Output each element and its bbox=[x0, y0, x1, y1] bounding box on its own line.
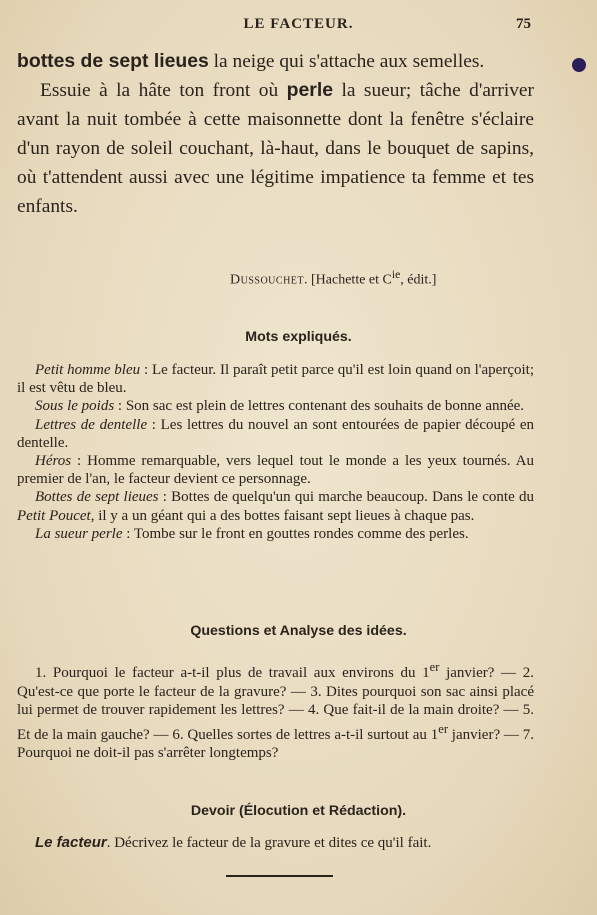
entry-term: Sous le poids bbox=[35, 398, 115, 415]
entry-text: : Homme remarquable, vers lequel tout le monde a les yeux tournés. Au premier de l'an, le facteur devient ce personnage. bbox=[17, 453, 534, 488]
publisher-end: , édit.] bbox=[400, 272, 437, 288]
page-header bbox=[0, 16, 597, 36]
bold-phrase: bottes de sept lieues bbox=[17, 50, 209, 72]
list-item bbox=[17, 525, 534, 543]
paragraph-1 bbox=[17, 47, 534, 76]
question-text: janvier? — 2. Qu'est-ce que porte le facteur de la gravure? — 3. Dites pourquoi son sac ainsi placé lui permet de trouver rapidement les lettres? — 4. Que fait-il de la main droite? — 5. Et de la main gauche? — 6. Quelles sortes de lettres a-t-il surtout au 1 bbox=[17, 665, 534, 743]
mots-list bbox=[17, 361, 534, 543]
question-text: janvier? — 7. Pourquoi ne doit-il pas s'arrêter longtemps? bbox=[17, 726, 534, 761]
list-item bbox=[17, 452, 534, 488]
closing-rule bbox=[226, 875, 333, 877]
publisher-sup: ie bbox=[391, 268, 401, 281]
entry-term: Bottes de sept lieues bbox=[35, 489, 159, 506]
page-number: 75 bbox=[516, 16, 531, 32]
main-text bbox=[17, 47, 534, 221]
questions-text bbox=[17, 658, 534, 763]
ordinal-sup: er bbox=[429, 660, 440, 674]
entry-text: : Tombe sur le front en gouttes rondes comme des perles. bbox=[122, 525, 469, 542]
publisher-text: . [Hachette et C bbox=[304, 272, 392, 288]
entry-term: Lettres de dentelle bbox=[35, 416, 148, 433]
entry-text: : Les lettres du nouvel an sont entourées de papier découpé en dentelle. bbox=[17, 416, 534, 451]
bold-word: perle bbox=[286, 79, 333, 101]
paragraph-text: Essuie à la hâte ton front où bbox=[40, 80, 287, 101]
entry-text: : Le facteur. Il paraît petit parce qu'il est loin quand on l'aperçoit; il est vêtu de bleu. bbox=[17, 362, 534, 397]
questions-heading: Questions et Analyse des idées. bbox=[190, 623, 407, 639]
entry-text: : Son sac est plein de lettres contenant des souhaits de bonne année. bbox=[114, 398, 525, 415]
paragraph-2 bbox=[17, 76, 534, 221]
devoir-instruction: . Décrivez le facteur de la gravure et dites ce qu'il fait. bbox=[106, 835, 432, 851]
devoir-term: Le facteur bbox=[35, 834, 107, 851]
ink-spot bbox=[572, 58, 586, 72]
author-name: Dussouchet bbox=[230, 272, 305, 288]
paragraph-text: la neige qui s'attache aux semelles. bbox=[208, 51, 485, 72]
running-title: LE FACTEUR. bbox=[243, 16, 354, 32]
devoir-text bbox=[17, 834, 534, 852]
entry-term: Petit homme bleu bbox=[35, 362, 141, 378]
mots-heading: Mots expliqués. bbox=[245, 329, 352, 345]
entry-text: : Bottes de quelqu'un qui marche beaucoup. Dans le conte du bbox=[158, 489, 534, 506]
devoir-heading: Devoir (Élocution et Rédaction). bbox=[190, 803, 407, 819]
list-item bbox=[17, 416, 534, 452]
list-item bbox=[17, 361, 534, 397]
inline-italic: Petit Poucet bbox=[17, 507, 91, 524]
question-text: 1. Pourquoi le facteur a-t-il plus de travail aux environs du 1 bbox=[35, 665, 430, 681]
paragraph-text: la sueur; tâche d'arriver avant la nuit tombée à cette maisonnette dont la fenêtre s'éclaire d'un rayon de soleil couchant, là-haut, dans le bouquet de sapins, où t'attendent aussi avec une légitime impatience ta femme et tes enfants. bbox=[17, 80, 534, 217]
attribution bbox=[230, 268, 540, 289]
entry-term: La sueur perle bbox=[35, 525, 123, 542]
ordinal-sup: er bbox=[438, 721, 448, 736]
entry-term: Héros bbox=[35, 453, 72, 470]
entry-text: , il y a un géant qui a des bottes faisant sept lieues à chaque pas. bbox=[90, 507, 475, 524]
list-item bbox=[17, 488, 534, 524]
list-item bbox=[17, 397, 534, 415]
